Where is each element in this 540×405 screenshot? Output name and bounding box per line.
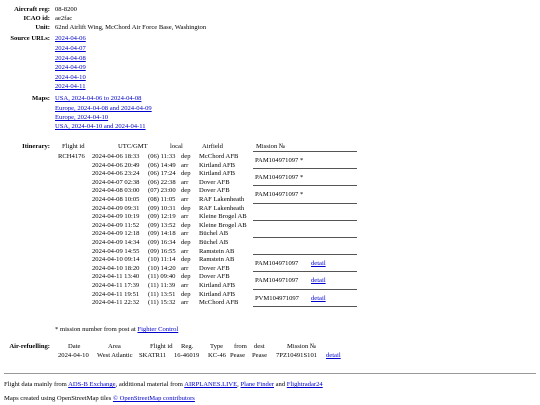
utc-cell: 2024-04-11 19:51 bbox=[92, 290, 140, 298]
utc-cell: 2024-04-09 09:31 bbox=[92, 204, 140, 212]
airfield-cell: Büchel AB bbox=[199, 230, 229, 238]
osm-contributors-link[interactable]: © OpenStreetMap contributors bbox=[112, 395, 195, 402]
adsb-exchange-link[interactable]: ADS-B Exchange bbox=[68, 381, 116, 388]
refuel-cell: 7PZ10491S101 bbox=[276, 352, 318, 359]
col-header-flight-id: Flight id bbox=[62, 143, 85, 150]
flightradar24-link[interactable]: Flightradar24 bbox=[286, 381, 323, 388]
utc-cell: 2024-04-07 02:38 bbox=[92, 178, 140, 186]
airfield-cell: RAF Lakenheath bbox=[199, 196, 245, 203]
mission-separator bbox=[253, 185, 357, 186]
dep-arr-cell: dep bbox=[181, 290, 191, 298]
utc-cell: 2024-04-09 12:18 bbox=[92, 230, 140, 238]
footer-text: Maps created using OpenStreetMap tiles bbox=[4, 395, 113, 402]
col-header-local: local bbox=[170, 143, 183, 150]
local-cell: (09) 16:55 bbox=[148, 247, 176, 255]
dep-arr-cell: arr bbox=[181, 282, 189, 289]
local-cell: (10) 11:14 bbox=[148, 256, 176, 264]
airfield-cell: RAF Lakenheath bbox=[199, 204, 245, 212]
utc-cell: 2024-04-10 09:14 bbox=[92, 256, 140, 264]
utc-cell: 2024-04-10 18:20 bbox=[92, 264, 140, 272]
mission-separator bbox=[253, 151, 357, 152]
dep-arr-cell: arr bbox=[181, 161, 189, 169]
dep-arr-cell: arr bbox=[181, 178, 189, 186]
map-link[interactable]: Europe, 2024-04-08 and 2024-04-09 bbox=[55, 105, 152, 112]
local-cell: (07) 23:00 bbox=[148, 187, 176, 195]
local-cell: (11) 11:39 bbox=[148, 282, 176, 289]
source-url-link[interactable]: 2024-04-11 bbox=[55, 83, 86, 90]
airfield-cell: Kirtland AFB bbox=[199, 170, 236, 178]
local-cell: (06) 22:38 bbox=[148, 178, 176, 186]
mission-separator bbox=[253, 289, 357, 290]
mission-number: PAM104971097 * bbox=[255, 174, 304, 182]
utc-cell: 2024-04-11 17:39 bbox=[92, 282, 140, 289]
dep-arr-cell: arr bbox=[181, 196, 189, 203]
mission-number: PAM104971097 bbox=[255, 277, 299, 285]
mission-detail-link[interactable]: detail bbox=[311, 277, 326, 285]
unit-value: 62nd Airlift Wing, McChord Air Force Base, Washington bbox=[55, 24, 207, 31]
airfield-cell: McChord AFB bbox=[199, 153, 239, 160]
refuel-col-header: Reg. bbox=[181, 343, 194, 350]
footer-text: , bbox=[237, 381, 241, 388]
refuel-cell: SKATR11 bbox=[139, 352, 167, 359]
utc-cell: 2024-04-09 14:34 bbox=[92, 239, 140, 246]
footer-text: , additional material from bbox=[115, 381, 185, 388]
airfield-cell: Kleine Brogel AB bbox=[199, 221, 247, 229]
dep-arr-cell: dep bbox=[181, 273, 191, 281]
dep-arr-cell: dep bbox=[181, 204, 191, 212]
airfield-cell: Dover AFB bbox=[199, 187, 230, 195]
map-link[interactable]: USA, 2024-04-06 to 2024-04-08 bbox=[55, 95, 142, 102]
airfield-cell: Dover AFB bbox=[199, 178, 230, 186]
utc-cell: 2024-04-06 23:24 bbox=[92, 170, 140, 178]
source-urls-label: Source URLs: bbox=[10, 35, 50, 42]
refuel-col-header: Flight id bbox=[150, 343, 173, 350]
refuel-col-header: Type bbox=[210, 343, 224, 350]
dep-arr-cell: arr bbox=[181, 213, 189, 221]
airfield-cell: Kirtland AFB bbox=[199, 161, 236, 169]
source-url-link[interactable]: 2024-04-09 bbox=[55, 64, 86, 71]
icao-id-label: ICAO id: bbox=[23, 15, 50, 22]
mission-number: PAM104971097 bbox=[255, 260, 299, 268]
source-url-link[interactable]: 2024-04-08 bbox=[55, 55, 86, 62]
utc-cell: 2024-04-09 10:19 bbox=[92, 213, 140, 221]
airfield-cell: Ramstein AB bbox=[199, 256, 235, 264]
refuel-detail-link[interactable]: detail bbox=[326, 352, 341, 359]
fighter-control-link[interactable]: Fighter Control bbox=[137, 326, 179, 333]
refuel-col-header: Date bbox=[68, 343, 81, 350]
footer-credits bbox=[4, 381, 323, 388]
airfield-cell: Büchel AB bbox=[199, 239, 229, 246]
mission-separator bbox=[253, 306, 357, 307]
mission-detail-link[interactable]: detail bbox=[311, 294, 326, 302]
utc-cell: 2024-04-08 10:05 bbox=[92, 196, 140, 203]
refuel-cell: 2024-04-10 bbox=[58, 352, 89, 359]
refuel-col-header: Mission № bbox=[287, 343, 317, 350]
icao-id-value: ae2fac bbox=[55, 15, 73, 22]
refuel-cell: West Atlantic bbox=[97, 352, 133, 359]
airfield-cell: Ramstein AB bbox=[199, 247, 235, 255]
utc-cell: 2024-04-06 18:33 bbox=[92, 153, 140, 160]
mission-separator bbox=[253, 237, 357, 238]
airfield-cell: Dover AFB bbox=[199, 273, 230, 281]
utc-cell: 2024-04-11 22:32 bbox=[92, 299, 140, 307]
mission-separator bbox=[253, 254, 357, 255]
airfield-cell: Kleine Brogel AB bbox=[199, 213, 247, 221]
footer-text: Flight data mainly from bbox=[4, 381, 69, 388]
dep-arr-cell: dep bbox=[181, 153, 191, 160]
dep-arr-cell: arr bbox=[181, 264, 189, 272]
local-cell: (06) 14:49 bbox=[148, 161, 176, 169]
utc-cell: 2024-04-09 14:55 bbox=[92, 247, 140, 255]
col-header-utc: UTC/GMT bbox=[118, 143, 148, 150]
footer-divider bbox=[4, 373, 536, 374]
dep-arr-cell: arr bbox=[181, 247, 189, 255]
utc-cell: 2024-04-08 03:00 bbox=[92, 187, 140, 195]
dep-arr-cell: dep bbox=[181, 221, 191, 229]
local-cell: (06) 11:33 bbox=[148, 153, 176, 160]
local-cell: (11) 09:40 bbox=[148, 273, 176, 281]
dep-arr-cell: dep bbox=[181, 256, 191, 264]
mission-number: PAM104971097 * bbox=[255, 191, 304, 199]
refuel-cell: Pease bbox=[252, 352, 268, 359]
refuel-col-header: dest bbox=[254, 343, 265, 350]
dep-arr-cell: dep bbox=[181, 187, 191, 195]
itinerary-label: Itinerary: bbox=[22, 143, 50, 150]
plane-finder-link[interactable]: Plane Finder bbox=[240, 381, 274, 388]
mission-separator bbox=[253, 220, 357, 221]
utc-cell: 2024-04-09 11:52 bbox=[92, 221, 140, 229]
utc-cell: 2024-04-06 20:49 bbox=[92, 161, 140, 169]
local-cell: (09) 10:31 bbox=[148, 204, 176, 212]
aircraft-reg-value: 08-8200 bbox=[55, 6, 77, 13]
refuel-cell: Pease bbox=[230, 352, 246, 359]
flight-id-cell: RCH4176 bbox=[58, 153, 85, 160]
dep-arr-cell: arr bbox=[181, 230, 189, 238]
aircraft-reg-label: Aircraft reg: bbox=[14, 6, 50, 13]
dep-arr-cell: dep bbox=[181, 170, 191, 178]
unit-label: Unit: bbox=[35, 24, 50, 31]
local-cell: (10) 14:20 bbox=[148, 264, 176, 272]
refuel-col-header: from bbox=[234, 343, 247, 350]
airfield-cell: Kirtland AFB bbox=[199, 290, 236, 298]
mission-detail-link[interactable]: detail bbox=[311, 260, 326, 268]
airfield-cell: Kirtland AFB bbox=[199, 282, 236, 289]
refuel-cell: 16-46019 bbox=[174, 352, 200, 359]
footer-maps-credit bbox=[4, 395, 195, 402]
airfield-cell: Dover AFB bbox=[199, 264, 230, 272]
map-link[interactable]: Europe, 2024-04-10 bbox=[55, 114, 109, 121]
mission-number: PAM104971097 * bbox=[255, 157, 304, 164]
local-cell: (06) 17:24 bbox=[148, 170, 176, 178]
map-link[interactable]: USA, 2024-04-10 and 2024-04-11 bbox=[55, 123, 146, 130]
air-refuelling-label: Air-refuelling: bbox=[9, 343, 50, 350]
dep-arr-cell: arr bbox=[181, 299, 189, 307]
col-header-airfield: Airfield bbox=[202, 143, 223, 150]
local-cell: (11) 15:32 bbox=[148, 299, 176, 307]
col-header-mission: Mission № bbox=[256, 143, 286, 150]
mission-note bbox=[55, 326, 178, 333]
local-cell: (09) 14:18 bbox=[148, 230, 176, 238]
local-cell: (09) 13:52 bbox=[148, 221, 176, 229]
source-url-link[interactable]: 2024-04-06 bbox=[55, 35, 86, 42]
airfield-cell: McChord AFB bbox=[199, 299, 239, 307]
local-cell: (09) 16:34 bbox=[148, 239, 176, 246]
airplanes-live-link[interactable]: AIRPLANES.LIVE bbox=[184, 381, 238, 388]
mission-separator bbox=[253, 203, 357, 204]
refuel-col-header: Area bbox=[108, 343, 121, 350]
footer-text: and bbox=[273, 381, 287, 388]
refuel-cell: KC-46 bbox=[208, 352, 226, 359]
dep-arr-cell: dep bbox=[181, 239, 191, 246]
maps-label: Maps: bbox=[32, 95, 50, 102]
utc-cell: 2024-04-11 13:40 bbox=[92, 273, 140, 281]
mission-separator bbox=[253, 271, 357, 272]
local-cell: (08) 11:05 bbox=[148, 196, 176, 203]
local-cell: (09) 12:19 bbox=[148, 213, 176, 221]
mission-note-text: * mission number from post at bbox=[55, 326, 138, 333]
source-url-link[interactable]: 2024-04-10 bbox=[55, 74, 86, 81]
source-url-link[interactable]: 2024-04-07 bbox=[55, 45, 86, 52]
mission-number: PVM104971097 bbox=[255, 294, 299, 302]
mission-separator bbox=[253, 168, 357, 169]
local-cell: (11) 13:51 bbox=[148, 290, 176, 298]
